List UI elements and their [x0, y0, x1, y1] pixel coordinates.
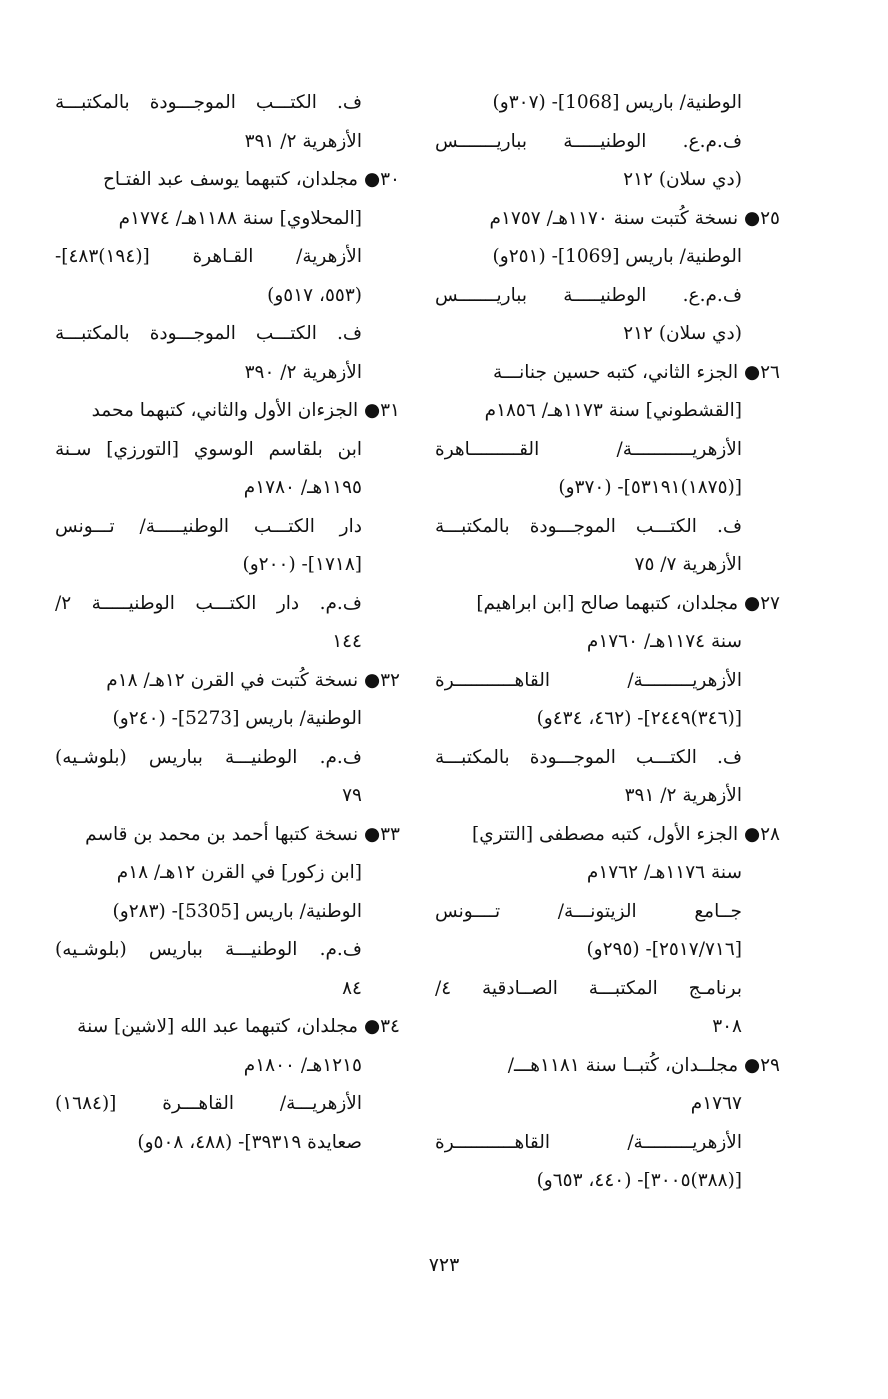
- page-number: ٧٢٣: [428, 1254, 460, 1276]
- catalog-line: ف. الكتـــب الموجـــودة بالمكتبـــة: [435, 746, 742, 768]
- catalog-line: ١١٩٥هـ/ ١٧٨٠م: [243, 477, 362, 498]
- catalog-line: الأزهرية ٧/ ٧٥: [634, 554, 742, 575]
- catalog-line: [١٧١٨]- (٢٠٠و): [242, 554, 362, 575]
- catalog-line: الأزهريـــــــــة/ القاهـــــــــــرة: [435, 669, 742, 691]
- catalog-line: ٣٠٨: [712, 1016, 742, 1037]
- catalog-line: [(٣٨٨)٣٠٠٥]- (٤٤٠، ٦٥٣و): [536, 1170, 742, 1191]
- entry-34-heading: ٣٤● مجلدان، كتبهما عبد الله [لاشين] سنة: [77, 1016, 400, 1037]
- catalog-line: ف. الكتـــب الموجـــودة بالمكتبـــة: [435, 515, 742, 537]
- catalog-line: الوطنية/ باريس [5273]- (٢٤٠و): [112, 708, 362, 729]
- catalog-line: ٨٤: [342, 977, 362, 999]
- entry-26-heading: ٢٦● الجزء الثاني، كتبه حسين جنانـــة: [492, 361, 780, 383]
- catalog-line: (٥٥٣، ٥١٧و): [267, 284, 362, 306]
- entry-28-heading: ٢٨● الجزء الأول، كتبه مصطفى [التتري]: [472, 823, 780, 845]
- catalog-line: سنة ١١٧٦هـ/ ١٧٦٢م: [586, 862, 742, 883]
- catalog-line: ف. الكتـــب الموجـــودة بالمكتبـــة: [55, 323, 362, 344]
- entry-32-heading: ٣٢● نسخة كُتبت في القرن ١٢هـ/ ١٨م: [106, 669, 400, 691]
- catalog-line: الوطنية/ باريس [1069]- (٢٥١و): [492, 246, 742, 267]
- catalog-line: ف.م. الوطنيـــة بباريس (بلوشـيه): [55, 746, 362, 768]
- catalog-line: الأزهرية ٢/ ٣٩١: [624, 785, 742, 806]
- catalog-line: ف.م.ع. الوطنيـــــة بباريـــــــس: [435, 284, 742, 306]
- catalog-line: الوطنية/ باريس [1068]- (٣٠٧و): [492, 92, 742, 113]
- catalog-line: ١٧٦٧م: [690, 1093, 742, 1114]
- entry-25-heading: ٢٥● نسخة كُتبت سنة ١١٧٠هـ/ ١٧٥٧م: [489, 207, 780, 229]
- catalog-line: الوطنية/ باريس [5305]- (٢٨٣و): [112, 900, 362, 922]
- catalog-line: سنة ١١٧٤هـ/ ١٧٦٠م: [586, 631, 742, 652]
- catalog-line: الأزهرية ٢/ ٣٩١: [244, 130, 362, 152]
- catalog-line: [القشطوني] سنة ١١٧٣هـ/ ١٨٥٦م: [484, 400, 742, 421]
- catalog-line: [(٣٤٦)٢٤٤٩]- (٤٦٢، ٤٣٤و): [536, 708, 742, 729]
- entry-33-heading: ٣٣● نسخة كتبها أحمد بن محمد بن قاسم: [85, 823, 400, 845]
- catalog-line: ف.م. الوطنيـــة بباريس (بلوشـيه): [55, 939, 362, 960]
- entry-31-heading: ٣١● الجزءان الأول والثاني، كتبهما محمد: [91, 400, 400, 421]
- catalog-line: [٢٥١٧/٧١٦]- (٢٩٥و): [586, 939, 742, 960]
- catalog-line: (دي سلان) ٢١٢: [623, 169, 742, 190]
- right-column: [435, 84, 780, 1201]
- catalog-line: ١٢١٥هـ/ ١٨٠٠م: [243, 1054, 362, 1076]
- catalog-line: الأزهريـــة/ القاهـــرة [(١٦٨٤): [55, 1093, 362, 1114]
- entry-30-heading: ٣٠● مجلدان، كتبهما يوسف عبد الفتـاح: [102, 169, 400, 190]
- catalog-line: الأزهريـــــــــــة/ القـــــــــاهرة: [435, 438, 742, 460]
- catalog-line: ف.م. دار الكتـــب الوطنيـــــة ٢/: [55, 592, 362, 614]
- catalog-line: دار الكتـــب الوطنيـــــة/ تـــونس: [55, 515, 362, 537]
- catalog-line: ابن بلقاسم الوسوي [التورزي] سـنة: [55, 438, 362, 460]
- catalog-line: ٧٩: [342, 785, 362, 806]
- catalog-line: [(١٨٧٥)٥٣١٩١]- (٣٧٠و): [558, 477, 742, 498]
- catalog-line: صعايدة ٣٩٣١٩]- (٤٨٨، ٥٠٨و): [137, 1131, 362, 1153]
- catalog-line: جــامع الزيتونـــة/ تــــونس: [435, 900, 742, 922]
- catalog-line: [ابن زكور] في القرن ١٢هـ/ ١٨م: [116, 862, 362, 883]
- catalog-line: (دي سلان) ٢١٢: [623, 323, 742, 344]
- catalog-line: الأزهريـــــــــة/ القاهـــــــــــرة: [435, 1131, 742, 1153]
- catalog-line: الأزهرية ٢/ ٣٩٠: [244, 361, 362, 383]
- catalog-line: ف. الكتـــب الموجـــودة بالمكتبـــة: [55, 92, 362, 113]
- catalog-line: الأزهرية/ القـاهرة [(١٩٤)٤٨٣]-: [55, 246, 362, 267]
- catalog-line: [المحلاوي] سنة ١١٨٨هـ/ ١٧٧٤م: [118, 207, 362, 229]
- entry-29-heading: ٢٩● مجلــدان، كُتبــا سنة ١١٨١هـــ/: [507, 1054, 780, 1076]
- catalog-line: ١٤٤: [332, 631, 362, 652]
- catalog-line: برنامـج المكتبـــة الصــادقية ٤/: [435, 977, 742, 999]
- entry-27-heading: ٢٧● مجلدان، كتبهما صالح [ابن ابراهيم]: [476, 592, 780, 614]
- left-column: [55, 84, 400, 1162]
- catalog-line: ف.م.ع. الوطنيـــــة بباريـــــــس: [435, 130, 742, 152]
